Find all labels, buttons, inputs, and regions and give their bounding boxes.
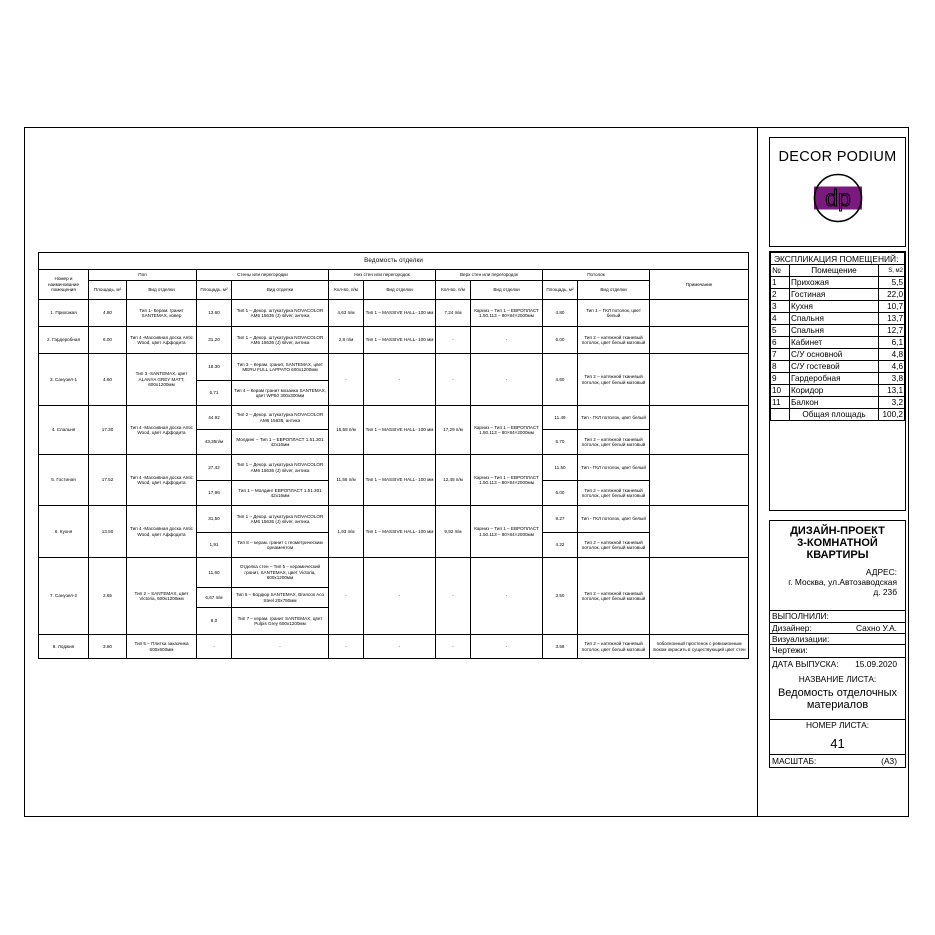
designer-row xyxy=(770,622,905,633)
wall-finish: Тип 3 – Керам. гранит, SANTEMAX, цвет MERU FULL LAPPATO 600x1200мм xyxy=(232,354,329,381)
ceiling-finish: Тип 1 – ГКЛ потолок, цвет белый xyxy=(578,300,650,327)
sheet-name-label: НАЗВАНИЕ ЛИСТА: xyxy=(798,674,877,684)
wall-area: 27,42 xyxy=(197,455,232,481)
subheader-area: Площадь, м² xyxy=(197,281,232,300)
floor-area: 6.00 xyxy=(89,327,127,354)
explication-area: 4,8 xyxy=(879,349,905,361)
wall-area: 13.60 xyxy=(197,300,232,327)
bottom-finish: Тип 1 – MASSIVE HALL- 100 мм xyxy=(364,300,436,327)
explication-row xyxy=(771,397,905,409)
table-row xyxy=(39,300,749,327)
wall-area: 6,67 п/м xyxy=(197,588,232,608)
scale-label: МАСШТАБ: xyxy=(772,756,817,766)
explication-room: Балкон xyxy=(790,397,879,409)
project-title xyxy=(770,525,905,561)
decor-podium-logo xyxy=(813,173,863,223)
wall-finish: Молдинг – Тип 1 – ЕВРОПЛАСТ 1.51.301 42x16мм xyxy=(232,430,329,455)
brand-panel xyxy=(769,137,906,247)
floor-finish: Тип 3 -SANTEMAX, цвет ALANYA GREY MATT, 600x1200мм xyxy=(127,354,197,406)
explication-row xyxy=(771,325,905,337)
bottom-qty: - xyxy=(329,635,364,659)
floor-finish: Тип 2 – SANTEMAX, цвет Victoria, 600x1200мм xyxy=(127,558,197,635)
scale-row xyxy=(770,754,905,767)
bottom-finish: - xyxy=(364,635,436,659)
ceiling-area: 4.60 xyxy=(543,354,578,406)
header-wall-bottom: Низ стен или перегородок xyxy=(329,270,436,281)
explication-area: 13,1 xyxy=(879,385,905,397)
floor-finish: Тип 4 -Массивная доска Antic Wood, цвет Аффодита xyxy=(127,406,197,455)
bottom-finish: Тип 1 – MASSIVE HALL- 100 мм xyxy=(364,327,436,354)
designer-value: Сахно У.А. xyxy=(855,623,897,633)
table-row xyxy=(39,327,749,354)
sheet-name-line2: материалов xyxy=(806,699,869,711)
table-row xyxy=(39,406,749,430)
room-name: 7. Санузел-2 xyxy=(39,558,89,635)
header-room: Номер и наименование помещения xyxy=(39,270,89,300)
project-title-line2: 3-КОМНАТНОЙ xyxy=(797,537,878,549)
room-name: 8. Лоджия xyxy=(39,635,89,659)
subheader-finish: Вид отделки xyxy=(578,281,650,300)
ceiling-finish: Тип 2 – натяжной тканевый потолок, цвет белый матовый xyxy=(578,327,650,354)
top-qty: - xyxy=(436,327,471,354)
sheet-number: 41 xyxy=(830,736,845,751)
wall-area: 18.30 xyxy=(197,354,232,381)
room-name: 5. Гостиная xyxy=(39,455,89,506)
wall-area: 43,35п/м xyxy=(197,430,232,455)
ceiling-area: 5.70 xyxy=(543,430,578,455)
top-finish: - xyxy=(471,354,543,406)
subheader-area: Площадь, м² xyxy=(89,281,127,300)
date-row xyxy=(770,657,905,670)
wall-area: 44.92 xyxy=(197,406,232,430)
explication-area: 22,0 xyxy=(879,289,905,301)
floor-finish: Тип 4 -Массивная доска Antic Wood, цвет Аффодита xyxy=(127,455,197,506)
brand-name: DECOR PODIUM xyxy=(778,149,897,165)
explication-area: 4,6 xyxy=(879,361,905,373)
ceiling-finish: Тип 2 – натяжной тканевый потолок, цвет белый матовый xyxy=(578,481,650,506)
ceiling-finish: Тип 2 – натяжной тканевый потолок, цвет белый матовый xyxy=(578,430,650,455)
finishing-schedule xyxy=(38,252,748,659)
viz-label: Визуализации: xyxy=(772,634,830,644)
explication-room: С/У гостевой xyxy=(790,361,879,373)
top-finish: - xyxy=(471,635,543,659)
done-label: ВЫПОЛНИЛИ: xyxy=(772,611,829,621)
wall-area: 11,60 xyxy=(197,558,232,588)
bottom-qty: 15,58 п/м xyxy=(329,406,364,455)
explication-room: Кабинет xyxy=(790,337,879,349)
scale-value: (А3) xyxy=(881,756,897,766)
explication-row xyxy=(771,313,905,325)
explication-row xyxy=(771,361,905,373)
top-qty: 7,24 п/м xyxy=(436,300,471,327)
wall-finish: Тип 1 – Декор. штукатурка NOVACOLOR AM6 15636 (J) silver, антика xyxy=(232,455,329,481)
bottom-qty: - xyxy=(329,354,364,406)
wall-area: 1,91 xyxy=(197,533,232,558)
explication-area: 13,7 xyxy=(879,313,905,325)
top-qty: - xyxy=(436,354,471,406)
notes xyxy=(650,506,749,558)
header-ceiling: Потолок xyxy=(543,270,650,281)
floor-area: 17.30 xyxy=(89,406,127,455)
wall-area: 6.71 xyxy=(197,381,232,406)
top-qty: 12,45 п/м xyxy=(436,455,471,506)
explication-header-room: Помещение xyxy=(790,265,879,277)
explication-room: Коридор xyxy=(790,385,879,397)
explication-no: 10 xyxy=(771,385,790,397)
subheader-area: Площадь, м² xyxy=(543,281,578,300)
subheader-finish: Вид отделки xyxy=(232,281,329,300)
bottom-qty: - xyxy=(329,558,364,635)
explication-room: Гостиная xyxy=(790,289,879,301)
date-label: ДАТА ВЫПУСКА: xyxy=(772,659,839,669)
bottom-qty: 2,8 п/м xyxy=(329,327,364,354)
header-walls: Стены или перегородки xyxy=(197,270,329,281)
wall-finish: Тип 1 – Декор. штукатурка NOVACOLOR AM6 15636 (J) silver, антика xyxy=(232,300,329,327)
floor-area: 3.60 xyxy=(89,635,127,659)
project-title-line3: КВАРТИРЫ xyxy=(806,549,869,561)
wall-finish: Тип 2 – Декор. штукатурка NOVACOLOR AM6 15636, антика xyxy=(232,406,329,430)
ceiling-area: 3.50 xyxy=(543,558,578,635)
explication-area: 5,5 xyxy=(879,277,905,289)
table-row xyxy=(39,354,749,381)
explication-no: 3 xyxy=(771,301,790,313)
explication-no: 9 xyxy=(771,373,790,385)
floor-finish: Тип 5 – Плитка заказчика 600x600мм xyxy=(127,635,197,659)
ceiling-finish: Тип 2 – натяжной тканевый потолок, цвет белый матовый xyxy=(578,533,650,558)
notes xyxy=(650,455,749,506)
drawings-label: Чертежи: xyxy=(772,645,808,655)
explication-header-area: S, м2 xyxy=(879,265,905,277)
table-row xyxy=(39,455,749,481)
room-name: 3. Санузел-1 xyxy=(39,354,89,406)
schedule-title: Ведомость отделки xyxy=(39,253,749,270)
floor-area: 4.60 xyxy=(89,354,127,406)
bottom-qty: 1,93 п/м xyxy=(329,506,364,558)
subheader-finish: Вид отделки xyxy=(364,281,436,300)
explication-room: Спальня xyxy=(790,313,879,325)
header-notes: Примечание xyxy=(650,270,749,300)
designer-label: Дизайнер: xyxy=(772,623,812,633)
explication-table xyxy=(770,252,905,421)
top-finish: Карниз – Тип 1 – ЕВРОПЛАСТ 1.50.113 – 80×84×2000мм xyxy=(471,300,543,327)
explication-row xyxy=(771,373,905,385)
floor-area: 4.80 xyxy=(89,300,127,327)
explication-room: Гардеробная xyxy=(790,373,879,385)
explication-no: 6 xyxy=(771,337,790,349)
subheader-finish: Вид отделки xyxy=(471,281,543,300)
address-line2: д. 23б xyxy=(873,587,897,597)
top-finish: Карниз – Тип 1 – ЕВРОПЛАСТ 1.50.113 – 80×84×2000мм xyxy=(471,406,543,455)
explication-row xyxy=(771,289,905,301)
floor-area: 2.65 xyxy=(89,558,127,635)
ceiling-finish: Тип 2 – натяжной тканевый потолок, цвет белый матовый xyxy=(578,635,650,659)
ceiling-area: 4.22 xyxy=(543,533,578,558)
subheader-finish: Вид отделки xyxy=(127,281,197,300)
project-title-line1: ДИЗАЙН-ПРОЕКТ xyxy=(790,525,885,537)
explication-header-no: № xyxy=(771,265,790,277)
explication-no: 7 xyxy=(771,349,790,361)
top-qty: 9,92 п/м xyxy=(436,506,471,558)
notes xyxy=(650,558,749,635)
address-block xyxy=(770,567,905,597)
ceiling-finish: Тип - ГКЛ потолок, цвет белый xyxy=(578,506,650,533)
notes: поболконный простенок с ревизионным люком окрасить в существующий цвет стен xyxy=(650,635,749,659)
wall-finish: Тип 7 – керам. гранит SANTEMAX, цвет Pulpis Grey 600x1200мм xyxy=(232,608,329,635)
subheader-qty: Кол-во, п/м xyxy=(329,281,364,300)
notes xyxy=(650,327,749,354)
explication-no: 4 xyxy=(771,313,790,325)
notes xyxy=(650,406,749,455)
ceiling-area: 11.49 xyxy=(543,406,578,430)
room-name: 4. Спальня xyxy=(39,406,89,455)
ceiling-area: 6.00 xyxy=(543,327,578,354)
explication-total-value: 100,2 xyxy=(879,409,905,421)
notes xyxy=(650,354,749,406)
wall-area: 31.20 xyxy=(197,327,232,354)
address-line1: г. Москва, ул.Автозаводская xyxy=(788,577,897,587)
top-finish: - xyxy=(471,558,543,635)
ceiling-area: 6.00 xyxy=(543,481,578,506)
floor-area: 17.52 xyxy=(89,455,127,506)
explication-area: 12,7 xyxy=(879,325,905,337)
done-row xyxy=(770,610,905,621)
logo-text: dp xyxy=(825,185,851,211)
top-finish: Карниз – Тип 1 – ЕВРОПЛАСТ 1.50.113 – 80×84×2000мм xyxy=(471,455,543,506)
wall-finish: Тип 1 – Молдинг ЕВРОПЛАСТ 1.51.301 42x16мм xyxy=(232,481,329,506)
explication-area: 6,1 xyxy=(879,337,905,349)
top-qty: - xyxy=(436,558,471,635)
ceiling-area: 3.56 xyxy=(543,635,578,659)
explication-no: 8 xyxy=(771,361,790,373)
floor-finish: Тип 4 -Массивная доска Antic Wood, цвет Аффодита xyxy=(127,327,197,354)
explication-room: Спальня xyxy=(790,325,879,337)
explication-room: Кухня xyxy=(790,301,879,313)
notes xyxy=(650,300,749,327)
top-finish: Карниз – Тип 1 – ЕВРОПЛАСТ 1.50.113 – 80×84×2000мм xyxy=(471,506,543,558)
sheet-no-label: НОМЕР ЛИСТА: xyxy=(805,720,870,730)
explication-row xyxy=(771,385,905,397)
sheet-no-label-row xyxy=(770,719,905,730)
explication-row xyxy=(771,337,905,349)
wall-finish: Тип 1 – Декор. штукатурка NOVACOLOR AM6 15636 (J) silver, антика xyxy=(232,327,329,354)
bottom-finish: - xyxy=(364,354,436,406)
explication-no: 2 xyxy=(771,289,790,301)
explication-room: С/У основной xyxy=(790,349,879,361)
table-row xyxy=(39,506,749,533)
wall-finish: Тип 1 – Декор. штукатурка NOVACOLOR AM6 15636 (J) silver, антика xyxy=(232,506,329,533)
viz-row xyxy=(770,633,905,644)
top-qty: - xyxy=(436,635,471,659)
header-wall-top: Верх стен или перегородок xyxy=(436,270,543,281)
explication-row xyxy=(771,277,905,289)
wall-area: 8,0 xyxy=(197,608,232,635)
sheet-name xyxy=(770,687,905,711)
room-name: 1. Прихожая xyxy=(39,300,89,327)
explication-area: 10,7 xyxy=(879,301,905,313)
header-floor: Пол xyxy=(89,270,197,281)
wall-finish: Тип 6 – Бордюр SANTEMAX, Brancos Aco Steel 20x750мм xyxy=(232,588,329,608)
address-label: АДРЕС: xyxy=(865,567,897,577)
explication-area: 3,2 xyxy=(879,397,905,409)
wall-finish: Тип 4 – Керам гранит мозаика SANTEMAX, цвет WP50 300x300мм xyxy=(232,381,329,406)
floor-finish: Тип 4 -Массивная доска Antic Wood, цвет Аффодита xyxy=(127,506,197,558)
explication-room: Прихожая xyxy=(790,277,879,289)
table-row xyxy=(39,635,749,659)
top-finish: - xyxy=(471,327,543,354)
wall-finish: Тип 8 – керам. гранит с геометрическим орнаментом xyxy=(232,533,329,558)
ceiling-finish: Тип - ГКЛ потолок, цвет белый xyxy=(578,455,650,481)
explication-title: ЭКСПЛИКАЦИЯ ПОМЕЩЕНИЙ: xyxy=(771,253,905,265)
bottom-finish: Тип 1 – MASSIVE HALL- 100 мм xyxy=(364,506,436,558)
title-block xyxy=(769,520,906,768)
bottom-finish: Тип 1 – MASSIVE HALL- 100 мм xyxy=(364,406,436,455)
date-value: 15.09.2020 xyxy=(855,659,897,669)
bottom-finish: - xyxy=(364,558,436,635)
explication-row xyxy=(771,349,905,361)
wall-finish: - xyxy=(232,635,329,659)
wall-area: 17,96 xyxy=(197,481,232,506)
explication-no: 5 xyxy=(771,325,790,337)
sheet-name-label-row xyxy=(770,674,905,685)
floor-area: 13.50 xyxy=(89,506,127,558)
sheet-name-line1: Ведомость отделочных xyxy=(777,687,898,699)
room-name: 2. Гардеробная xyxy=(39,327,89,354)
room-name: 6. Кухня xyxy=(39,506,89,558)
ceiling-area: 4.80 xyxy=(543,300,578,327)
explication-area: 3,8 xyxy=(879,373,905,385)
ceiling-finish: Тип 2 – натяжной тканевый потолок, цвет белый матовый xyxy=(578,354,650,406)
subheader-qty: Кол-во, п/м xyxy=(436,281,471,300)
ceiling-finish: Тип - ГКЛ потолок, цвет белый xyxy=(578,406,650,430)
schedule-table xyxy=(38,252,749,659)
wall-finish: Отделка стен – Тип 5 – керамический гранит, SANTEMAX, цвет Victoria, 600x1200мм xyxy=(232,558,329,588)
ceiling-finish: Тип 2 – натяжной тканевый потолок, цвет белый матовый xyxy=(578,558,650,635)
ceiling-area: 9.27 xyxy=(543,506,578,533)
explication-panel xyxy=(769,251,906,511)
explication-no: 11 xyxy=(771,397,790,409)
table-row xyxy=(39,558,749,588)
floor-finish: Тип 1- Керам. гранит SANTEMAX, ковер xyxy=(127,300,197,327)
ceiling-area: 11.50 xyxy=(543,455,578,481)
explication-row xyxy=(771,301,905,313)
explication-no: 1 xyxy=(771,277,790,289)
wall-area: - xyxy=(197,635,232,659)
wall-area: 31,50 xyxy=(197,506,232,533)
bottom-finish: Тип 1 – MASSIVE HALL- 100 мм xyxy=(364,455,436,506)
bottom-qty: 11,56 п/м xyxy=(329,455,364,506)
frame-separator xyxy=(757,127,758,817)
top-qty: 17,29 п/м xyxy=(436,406,471,455)
drawings-row xyxy=(770,644,905,655)
explication-total-label: Общая площадь xyxy=(790,409,879,421)
bottom-qty: 4,63 п/м xyxy=(329,300,364,327)
